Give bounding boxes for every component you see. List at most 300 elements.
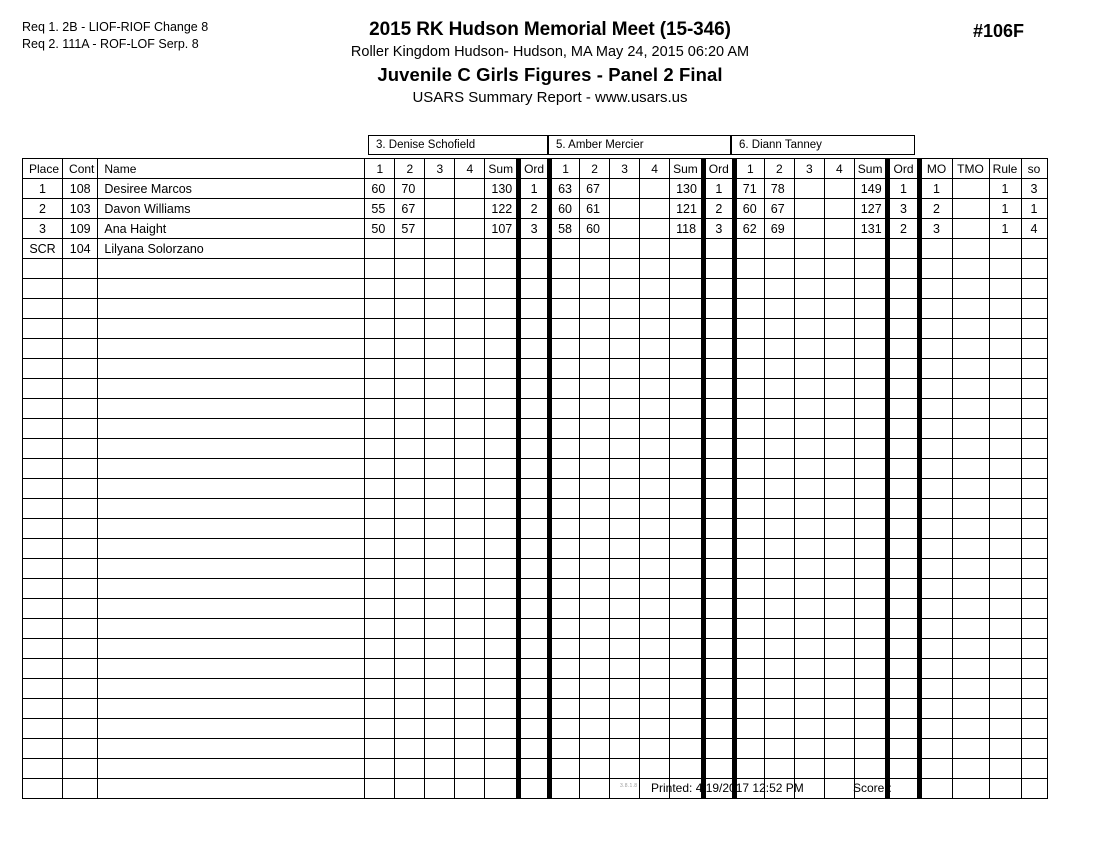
- cell-j1-s1: [365, 239, 395, 259]
- cell-name: [98, 739, 365, 759]
- cell-j1-s2: [395, 279, 425, 299]
- cell-j1-s2: [395, 779, 425, 799]
- cell-j1-ord: [519, 279, 550, 299]
- cell-j2-s3: [610, 179, 640, 199]
- cell-j1-s3: [425, 479, 455, 499]
- cell-mo: [919, 679, 952, 699]
- cell-j2-s2: [580, 279, 610, 299]
- cell-cont: [63, 439, 98, 459]
- cell-j1-s1: [365, 659, 395, 679]
- cell-j1-ord: [519, 319, 550, 339]
- cell-so: [1021, 679, 1047, 699]
- cell-j3-s3: [794, 579, 824, 599]
- cell-j3-sum: [854, 579, 888, 599]
- col-header-j2-sum: Sum: [670, 159, 704, 179]
- cell-j3-ord: [888, 419, 919, 439]
- cell-name: [98, 599, 365, 619]
- cell-mo: [919, 319, 952, 339]
- cell-rule: 1: [989, 219, 1021, 239]
- cell-j2-sum: [670, 459, 704, 479]
- cell-j2-s2: 60: [580, 219, 610, 239]
- cell-j3-s4: [824, 439, 854, 459]
- cell-j2-s2: [580, 419, 610, 439]
- cell-j1-s4: [455, 439, 485, 459]
- cell-j1-sum: 107: [485, 219, 519, 239]
- cell-j1-s1: [365, 599, 395, 619]
- cell-j1-s4: [455, 299, 485, 319]
- table-row: [23, 319, 1048, 339]
- cell-rule: [989, 659, 1021, 679]
- cell-place: 1: [23, 179, 63, 199]
- cell-j2-s3: [610, 359, 640, 379]
- cell-j3-s1: [734, 379, 764, 399]
- cell-j2-ord: [703, 299, 734, 319]
- cell-j3-s1: 60: [734, 199, 764, 219]
- cell-j2-sum: [670, 279, 704, 299]
- cell-j2-s4: [640, 439, 670, 459]
- cell-j2-s1: [550, 439, 580, 459]
- cell-j3-s3: [794, 459, 824, 479]
- cell-j3-ord: [888, 519, 919, 539]
- cell-j1-sum: [485, 699, 519, 719]
- cell-j3-s3: [794, 519, 824, 539]
- cell-j3-s2: [764, 519, 794, 539]
- cell-j3-s1: [734, 299, 764, 319]
- cell-j3-sum: [854, 699, 888, 719]
- cell-j1-ord: 1: [519, 179, 550, 199]
- cell-j2-ord: [703, 739, 734, 759]
- cell-tmo: [952, 199, 989, 219]
- cell-mo: [919, 439, 952, 459]
- cell-j2-s2: [580, 739, 610, 759]
- cell-j2-ord: [703, 239, 734, 259]
- cell-j1-s1: [365, 399, 395, 419]
- cell-tmo: [952, 179, 989, 199]
- cell-j2-s4: [640, 239, 670, 259]
- cell-cont: [63, 619, 98, 639]
- cell-j2-s3: [610, 599, 640, 619]
- cell-name: [98, 559, 365, 579]
- cell-j2-s3: [610, 479, 640, 499]
- cell-j3-s4: [824, 599, 854, 619]
- cell-j1-ord: 3: [519, 219, 550, 239]
- cell-j2-s3: [610, 439, 640, 459]
- cell-j3-s3: [794, 479, 824, 499]
- cell-j3-s4: [824, 499, 854, 519]
- table-row: [23, 259, 1048, 279]
- cell-j1-ord: [519, 239, 550, 259]
- cell-j3-ord: [888, 299, 919, 319]
- cell-j1-sum: [485, 259, 519, 279]
- cell-j1-sum: [485, 739, 519, 759]
- cell-j2-s3: [610, 199, 640, 219]
- cell-j3-s4: [824, 399, 854, 419]
- cell-tmo: [952, 679, 989, 699]
- cell-j2-s3: [610, 699, 640, 719]
- cell-j2-s3: [610, 759, 640, 779]
- cell-j2-ord: [703, 599, 734, 619]
- cell-j1-s3: [425, 299, 455, 319]
- cell-tmo: [952, 379, 989, 399]
- cell-so: [1021, 399, 1047, 419]
- cell-j1-s1: 60: [365, 179, 395, 199]
- cell-j2-s4: [640, 179, 670, 199]
- cell-j3-s3: [794, 759, 824, 779]
- cell-j3-ord: [888, 479, 919, 499]
- cell-place: [23, 699, 63, 719]
- cell-cont: [63, 519, 98, 539]
- cell-j3-ord: [888, 339, 919, 359]
- cell-j2-s4: [640, 479, 670, 499]
- cell-j2-s2: [580, 679, 610, 699]
- cell-j2-s3: [610, 739, 640, 759]
- cell-name: [98, 319, 365, 339]
- cell-j2-s4: [640, 739, 670, 759]
- judge-header-3: 6. Diann Tanney: [731, 135, 915, 155]
- cell-cont: [63, 559, 98, 579]
- cell-j3-sum: [854, 419, 888, 439]
- cell-j2-s2: 67: [580, 179, 610, 199]
- cell-j3-ord: [888, 379, 919, 399]
- cell-j1-sum: [485, 659, 519, 679]
- cell-j3-s3: [794, 219, 824, 239]
- cell-j1-ord: [519, 579, 550, 599]
- table-row: [23, 639, 1048, 659]
- cell-mo: [919, 779, 952, 799]
- cell-so: [1021, 439, 1047, 459]
- cell-j2-s2: [580, 359, 610, 379]
- cell-j3-s1: [734, 759, 764, 779]
- cell-j1-s4: [455, 759, 485, 779]
- cell-j2-sum: [670, 259, 704, 279]
- col-header-j3-sum: Sum: [854, 159, 888, 179]
- cell-j3-s3: [794, 279, 824, 299]
- cell-mo: 3: [919, 219, 952, 239]
- cell-j1-sum: [485, 379, 519, 399]
- cell-j3-sum: [854, 619, 888, 639]
- cell-place: [23, 459, 63, 479]
- cell-j1-s2: [395, 679, 425, 699]
- cell-j3-s3: [794, 679, 824, 699]
- cell-mo: [919, 719, 952, 739]
- cell-tmo: [952, 239, 989, 259]
- cell-j2-s1: [550, 759, 580, 779]
- cell-j1-s3: [425, 439, 455, 459]
- cell-name: [98, 459, 365, 479]
- cell-so: [1021, 259, 1047, 279]
- cell-cont: [63, 759, 98, 779]
- cell-j3-s2: [764, 539, 794, 559]
- cell-j3-s4: [824, 199, 854, 219]
- cell-j2-ord: [703, 539, 734, 559]
- cell-place: [23, 319, 63, 339]
- cell-j2-s3: [610, 319, 640, 339]
- cell-rule: [989, 719, 1021, 739]
- cell-j2-s2: [580, 659, 610, 679]
- table-row: [23, 439, 1048, 459]
- cell-j1-s2: [395, 259, 425, 279]
- cell-j1-sum: [485, 439, 519, 459]
- cell-cont: [63, 399, 98, 419]
- cell-j3-s4: [824, 699, 854, 719]
- cell-j3-s2: 78: [764, 179, 794, 199]
- cell-place: [23, 439, 63, 459]
- cell-j2-s2: [580, 339, 610, 359]
- cell-j2-s1: [550, 639, 580, 659]
- cell-j3-s4: [824, 739, 854, 759]
- cell-j2-s2: [580, 759, 610, 779]
- cell-j1-s1: [365, 779, 395, 799]
- cell-cont: [63, 719, 98, 739]
- cell-so: [1021, 759, 1047, 779]
- cell-j3-ord: [888, 279, 919, 299]
- cell-rule: [989, 679, 1021, 699]
- cell-j1-s4: [455, 579, 485, 599]
- cell-j2-ord: [703, 719, 734, 739]
- cell-mo: [919, 359, 952, 379]
- cell-rule: [989, 339, 1021, 359]
- cell-j1-s2: [395, 379, 425, 399]
- cell-j2-s1: [550, 739, 580, 759]
- cell-place: [23, 419, 63, 439]
- cell-j1-s4: [455, 259, 485, 279]
- cell-cont: [63, 299, 98, 319]
- cell-cont: 103: [63, 199, 98, 219]
- cell-mo: [919, 299, 952, 319]
- col-header-rule: Rule: [989, 159, 1021, 179]
- cell-so: [1021, 379, 1047, 399]
- score-table-body: [23, 179, 1048, 799]
- cell-j3-sum: 149: [854, 179, 888, 199]
- col-header-j1-4: 4: [455, 159, 485, 179]
- cell-rule: [989, 499, 1021, 519]
- cell-j2-sum: [670, 519, 704, 539]
- cell-j1-s1: [365, 439, 395, 459]
- cell-cont: [63, 639, 98, 659]
- cell-j3-s2: [764, 359, 794, 379]
- cell-j2-s2: [580, 299, 610, 319]
- cell-j1-ord: [519, 539, 550, 559]
- cell-j2-ord: [703, 759, 734, 779]
- cell-j3-s1: [734, 239, 764, 259]
- cell-j1-s4: [455, 199, 485, 219]
- cell-j3-s2: [764, 319, 794, 339]
- cell-j3-sum: [854, 739, 888, 759]
- table-row: [23, 579, 1048, 599]
- cell-j1-ord: [519, 479, 550, 499]
- cell-j1-ord: [519, 679, 550, 699]
- cell-place: 3: [23, 219, 63, 239]
- cell-j3-s3: [794, 559, 824, 579]
- cell-j1-s4: [455, 559, 485, 579]
- cell-j1-s1: [365, 319, 395, 339]
- cell-j2-s4: [640, 719, 670, 739]
- cell-j2-sum: [670, 379, 704, 399]
- cell-j1-s1: [365, 739, 395, 759]
- cell-j2-ord: [703, 339, 734, 359]
- cell-j3-s3: [794, 439, 824, 459]
- cell-j1-s1: [365, 679, 395, 699]
- cell-j1-ord: [519, 639, 550, 659]
- cell-j3-sum: [854, 359, 888, 379]
- cell-j2-s1: [550, 539, 580, 559]
- cell-rule: [989, 579, 1021, 599]
- col-header-j1-3: 3: [425, 159, 455, 179]
- cell-mo: [919, 279, 952, 299]
- cell-j3-s2: [764, 679, 794, 699]
- cell-j2-ord: [703, 439, 734, 459]
- table-row: [23, 459, 1048, 479]
- cell-j2-s1: [550, 379, 580, 399]
- cell-mo: [919, 479, 952, 499]
- cell-j3-s3: [794, 699, 824, 719]
- cell-j3-s4: [824, 299, 854, 319]
- cell-j1-s2: [395, 299, 425, 319]
- cell-j2-s4: [640, 459, 670, 479]
- cell-j3-s1: [734, 459, 764, 479]
- table-row: [23, 559, 1048, 579]
- cell-cont: [63, 599, 98, 619]
- cell-j1-sum: [485, 399, 519, 419]
- cell-j2-sum: [670, 399, 704, 419]
- cell-j1-s3: [425, 339, 455, 359]
- cell-j2-s2: [580, 579, 610, 599]
- cell-j2-sum: [670, 699, 704, 719]
- cell-j2-s2: [580, 539, 610, 559]
- cell-rule: [989, 319, 1021, 339]
- cell-j2-sum: [670, 299, 704, 319]
- cell-so: [1021, 779, 1047, 799]
- cell-j2-s3: [610, 679, 640, 699]
- cell-j1-s3: [425, 719, 455, 739]
- cell-j2-sum: [670, 239, 704, 259]
- cell-j2-s3: [610, 559, 640, 579]
- cell-j3-s2: [764, 639, 794, 659]
- cell-j1-sum: [485, 419, 519, 439]
- cell-j2-s4: [640, 339, 670, 359]
- cell-name: [98, 359, 365, 379]
- cell-j1-ord: [519, 359, 550, 379]
- cell-j3-s3: [794, 419, 824, 439]
- cell-j3-sum: [854, 379, 888, 399]
- cell-j2-ord: [703, 259, 734, 279]
- cell-name: [98, 479, 365, 499]
- cell-tmo: [952, 579, 989, 599]
- cell-j1-s4: [455, 179, 485, 199]
- cell-j2-ord: [703, 659, 734, 679]
- cell-place: [23, 559, 63, 579]
- cell-j3-s4: [824, 319, 854, 339]
- cell-j3-s1: [734, 619, 764, 639]
- cell-rule: [989, 779, 1021, 799]
- cell-so: [1021, 539, 1047, 559]
- table-row: [23, 779, 1048, 799]
- cell-j1-ord: [519, 499, 550, 519]
- cell-place: [23, 339, 63, 359]
- cell-j2-s3: [610, 659, 640, 679]
- cell-cont: [63, 279, 98, 299]
- cell-place: [23, 679, 63, 699]
- cell-j3-sum: [854, 239, 888, 259]
- cell-j3-s2: [764, 279, 794, 299]
- cell-name: [98, 519, 365, 539]
- cell-j1-s2: [395, 619, 425, 639]
- cell-j1-s3: [425, 519, 455, 539]
- cell-j3-s2: [764, 259, 794, 279]
- cell-mo: [919, 539, 952, 559]
- cell-j2-s4: [640, 619, 670, 639]
- col-header-j2-3: 3: [610, 159, 640, 179]
- cell-j2-s3: [610, 639, 640, 659]
- cell-rule: 1: [989, 179, 1021, 199]
- cell-j1-s3: [425, 539, 455, 559]
- cell-so: [1021, 579, 1047, 599]
- cell-name: [98, 699, 365, 719]
- cell-j2-s1: [550, 719, 580, 739]
- cell-j3-s2: [764, 659, 794, 679]
- cell-j2-s4: [640, 219, 670, 239]
- cell-j3-s3: [794, 299, 824, 319]
- cell-j2-s1: [550, 359, 580, 379]
- cell-j3-s2: [764, 479, 794, 499]
- cell-rule: [989, 739, 1021, 759]
- cell-j2-s1: [550, 499, 580, 519]
- cell-j2-sum: [670, 339, 704, 359]
- cell-j1-s4: [455, 459, 485, 479]
- cell-place: [23, 259, 63, 279]
- cell-j3-ord: [888, 699, 919, 719]
- requirement-line-2: Req 2. 111A - ROF-LOF Serp. 8: [22, 37, 199, 51]
- cell-j3-s2: [764, 699, 794, 719]
- col-header-j2-ord: Ord: [703, 159, 734, 179]
- cell-j1-s1: [365, 279, 395, 299]
- cell-j3-s4: [824, 579, 854, 599]
- cell-tmo: [952, 479, 989, 499]
- cell-j3-s4: [824, 219, 854, 239]
- cell-tmo: [952, 639, 989, 659]
- cell-j2-s3: [610, 539, 640, 559]
- cell-place: [23, 359, 63, 379]
- cell-j1-s1: [365, 479, 395, 499]
- cell-tmo: [952, 399, 989, 419]
- cell-j2-s4: [640, 599, 670, 619]
- cell-place: [23, 619, 63, 639]
- cell-j2-s1: [550, 599, 580, 619]
- cell-j2-sum: [670, 559, 704, 579]
- cell-j1-ord: [519, 719, 550, 739]
- cell-j3-sum: [854, 559, 888, 579]
- cell-place: [23, 539, 63, 559]
- cell-rule: [989, 639, 1021, 659]
- cell-j3-sum: [854, 639, 888, 659]
- cell-j1-sum: [485, 299, 519, 319]
- cell-so: [1021, 419, 1047, 439]
- cell-j2-s1: [550, 679, 580, 699]
- cell-so: [1021, 479, 1047, 499]
- cell-j1-s1: [365, 299, 395, 319]
- cell-j3-s4: [824, 359, 854, 379]
- cell-mo: [919, 519, 952, 539]
- cell-j2-sum: [670, 659, 704, 679]
- cell-j3-s1: [734, 639, 764, 659]
- cell-j1-s1: [365, 699, 395, 719]
- cell-j3-s2: [764, 439, 794, 459]
- cell-cont: [63, 359, 98, 379]
- cell-tmo: [952, 759, 989, 779]
- cell-j1-ord: 2: [519, 199, 550, 219]
- cell-so: [1021, 319, 1047, 339]
- cell-name: [98, 279, 365, 299]
